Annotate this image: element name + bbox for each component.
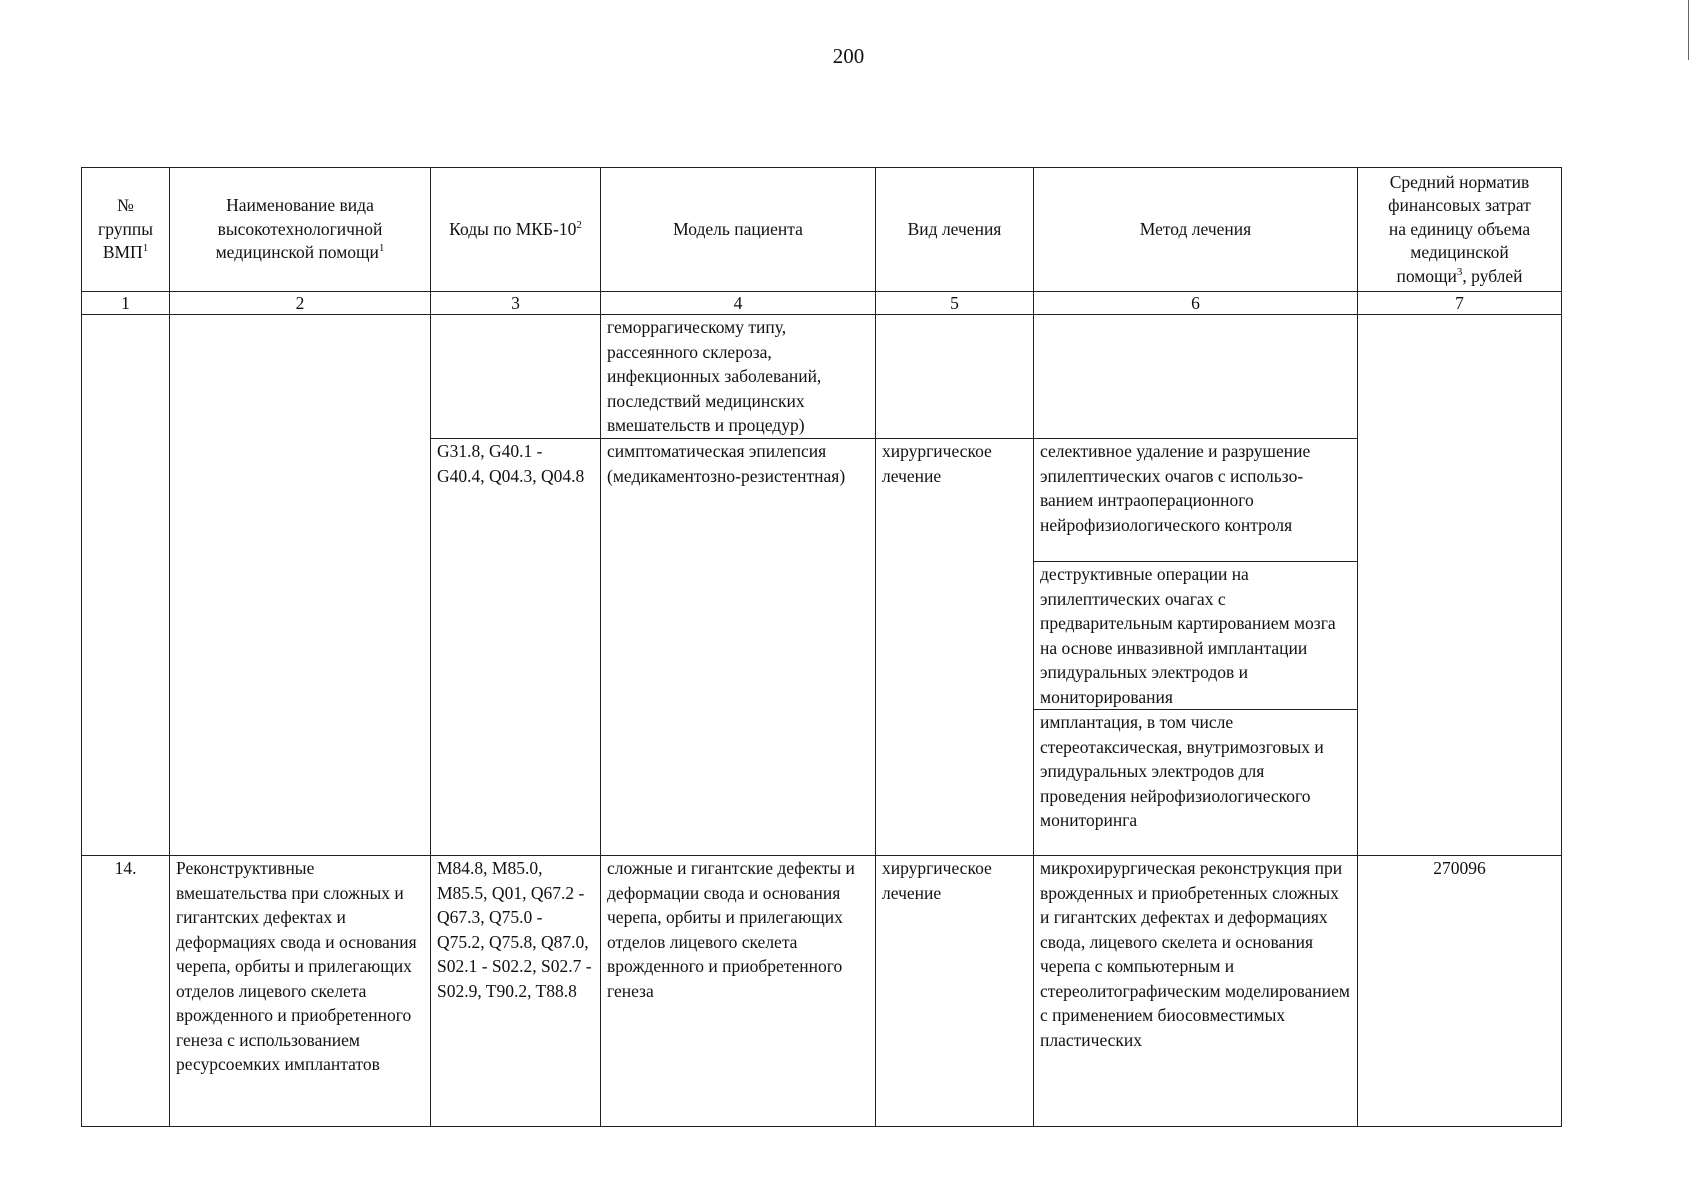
treatment-method-cell: имплантация, в том числе стереотаксическая, внутримозговых и эпидуральных электродов для проведения нейрофизиологического мониторинга — [1034, 710, 1358, 856]
treatment-method-cell: микрохирургическая реконструкция при врожденных и приобретенных сложных и гигантских дефектах и деформациях свода, лицевого скелета и основания черепа с компьютерным и стереолитографическим моделированием с применением биосовместимых пластических — [1034, 856, 1358, 1127]
treatment-type-cell: хирургическое лечение — [876, 439, 1034, 856]
patient-model-cell: сложные и гигантские дефекты и деформации свода и основания черепа, орбиты и прилегающих отделов лицевого скелета врожденного и приобретенного генеза — [601, 856, 876, 1127]
icd-codes-cell — [431, 315, 601, 439]
icd-codes-cell: M84.8, M85.0, M85.5, Q01, Q67.2 - Q67.3, Q75.0 - Q75.2, Q75.8, Q87.0, S02.1 - S02.2, S02.7 - S02.9, T90.2, T88.8 — [431, 856, 601, 1127]
group-number-cell — [82, 315, 170, 856]
column-number: 6 — [1034, 292, 1358, 315]
treatment-type-cell: хирургическое лечение — [876, 856, 1034, 1127]
table-row — [82, 315, 1562, 439]
column-number: 4 — [601, 292, 876, 315]
header-care-type-name: Наименование вида высокотехнологичной медицинской помощи$^1$ — [170, 168, 431, 292]
treatment-type-cell — [876, 315, 1034, 439]
average-cost-cell: 270096 — [1358, 856, 1562, 1127]
treatment-method-cell: деструктивные операции на эпилептических очагах с предварительным картированием мозга на основе инвазивной имплантации эпидуральных электродов и мониторирования — [1034, 562, 1358, 710]
care-type-name-cell: Реконструктивные вмешательства при сложных и гигантских дефектах и деформациях свода и основания черепа, орбиты и прилегающих отделов лицевого скелета врожденного и приобретенного генеза с использованием ресурсоемких имплантатов — [170, 856, 431, 1127]
group-number-cell: 14. — [82, 856, 170, 1127]
table-row — [82, 856, 1562, 1127]
average-cost-cell — [1358, 315, 1562, 856]
table-header-row — [82, 168, 1562, 292]
header-group-number: № группы ВМП$^1$ — [82, 168, 170, 292]
patient-model-cell: геморрагическому типу, рассеянного склероза, инфекционных заболеваний, последствий медицинских вмешательств и процедур) — [601, 315, 876, 439]
page-number: 200 — [832, 44, 865, 68]
care-type-name-cell — [170, 315, 431, 856]
header-treatment-method: Метод лечения — [1034, 168, 1358, 292]
vmp-table — [81, 167, 1562, 1127]
header-average-cost: Средний норматив финансовых затрат на единицу объема медицинской помощи$^3$, рублей — [1358, 168, 1562, 292]
column-number: 7 — [1358, 292, 1562, 315]
patient-model-cell: симптоматическая эпилепсия (медикаментозно-резистентная) — [601, 439, 876, 856]
scan-artifact-line — [1688, 0, 1689, 60]
header-patient-model: Модель пациента — [601, 168, 876, 292]
header-icd-codes: Коды по МКБ-$10^2$ — [431, 168, 601, 292]
treatment-method-cell: селективное удаление и разрушение эпилептических очагов с использо-ванием интраоперационного нейрофизиологического контроля — [1034, 439, 1358, 562]
column-number: 5 — [876, 292, 1034, 315]
column-number: 1 — [82, 292, 170, 315]
column-number: 2 — [170, 292, 431, 315]
column-number-row — [82, 292, 1562, 315]
column-number: 3 — [431, 292, 601, 315]
treatment-method-cell — [1034, 315, 1358, 439]
icd-codes-cell: G31.8, G40.1 - G40.4, Q04.3, Q04.8 — [431, 439, 601, 856]
header-treatment-type: Вид лечения — [876, 168, 1034, 292]
